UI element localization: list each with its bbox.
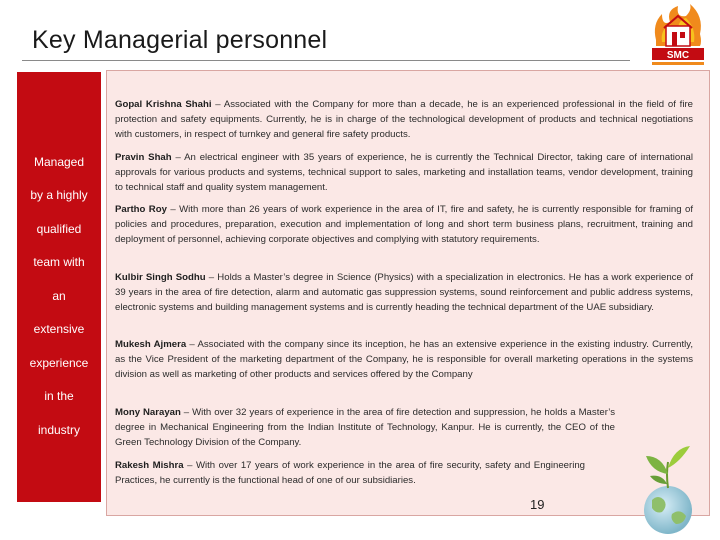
sidebar-text: an <box>52 289 66 303</box>
sidebar-text: Managed <box>33 155 85 169</box>
sidebar-panel <box>17 72 101 502</box>
slide-title: Key Managerial personnel <box>32 26 328 54</box>
sidebar-text: qualified <box>36 222 82 236</box>
page-number: 19 <box>530 497 545 512</box>
personnel-name: Pravin Shah <box>115 152 172 163</box>
personnel-name: Mony Narayan <box>115 407 181 418</box>
personnel-description: – With over 32 years of experience in the area of fire detection and suppression, he holds a Master’s degree in Mechanical Engineering from the Indian Institute of Technology, Kanpur. He is currently, the CEO of the Green Technology Division of the Company. <box>115 407 615 448</box>
svg-text:SMC: SMC <box>666 50 690 61</box>
sidebar-text: team with <box>33 255 85 269</box>
personnel-description: – Holds a Master’s degree in Science (Physics) with a specialization in electronics. He has a work experience of 39 years in the area of fire detection, alarm and automatic gas suppression systems, sound reinforcement and public address systems, electronic systems and building management systems and is currently heading the technical department of the UAE subsidiary. <box>115 272 693 313</box>
sidebar-text: in the <box>44 389 74 403</box>
personnel-entry <box>115 97 693 142</box>
personnel-description: – Associated with the company since its inception, he has an extensive experience in the existing industry. Currently, as the Vice President of the marketing department of the Company, he is responsible for overall marketing operations in the systems division as well as marketing of other products and services offered by the Company <box>115 339 693 380</box>
personnel-entry <box>115 337 693 382</box>
personnel-description: – With more than 26 years of work experience in the area of IT, fire and safety, he is currently responsible for framing of policies and procedures, preparation, execution and implementation of long and short term business plans, recruitment, training and deployment of personnel, achieving corporate objectives and complying with statutory requirements. <box>115 204 693 245</box>
personnel-name: Rakesh Mishra <box>115 460 184 471</box>
personnel-name: Gopal Krishna Shahi <box>115 99 212 110</box>
personnel-entry <box>115 270 693 315</box>
sidebar-text: extensive <box>33 322 85 336</box>
sidebar-text: by a highly <box>30 188 88 202</box>
personnel-entry <box>115 150 693 195</box>
personnel-name: Kulbir Singh Sodhu <box>115 272 206 283</box>
personnel-description: – An electrical engineer with 35 years of experience, he is currently the Technical Director, taking care of international approvals for various products and systems, technical support to sales, marketing and installation teams, vendor development, training to technical staff and quality system management. <box>115 152 694 193</box>
personnel-description: – Associated with the Company for more than a decade, he is an experienced professional in the field of fire protection and safety equipments. Currently, he is in charge of the technological development of products and technical negotiations with customers, in respect of turnkey and general fire safety products. <box>115 99 693 140</box>
personnel-name: Mukesh Ajmera <box>115 339 187 350</box>
personnel-entry <box>115 202 693 247</box>
personnel-entry <box>115 405 615 450</box>
title-divider <box>22 60 630 61</box>
personnel-name: Partho Roy <box>115 204 167 215</box>
sidebar-text: industry <box>37 423 81 437</box>
personnel-entry <box>115 458 585 488</box>
company-logo-icon <box>648 4 708 66</box>
earth-plant-icon <box>630 444 706 538</box>
sidebar-text: experience <box>29 356 89 370</box>
personnel-description: – With over 17 years of work experience in the area of fire security, safety and Engineering Practices, he currently is the functional head of one of our subsidiaries. <box>115 460 586 486</box>
